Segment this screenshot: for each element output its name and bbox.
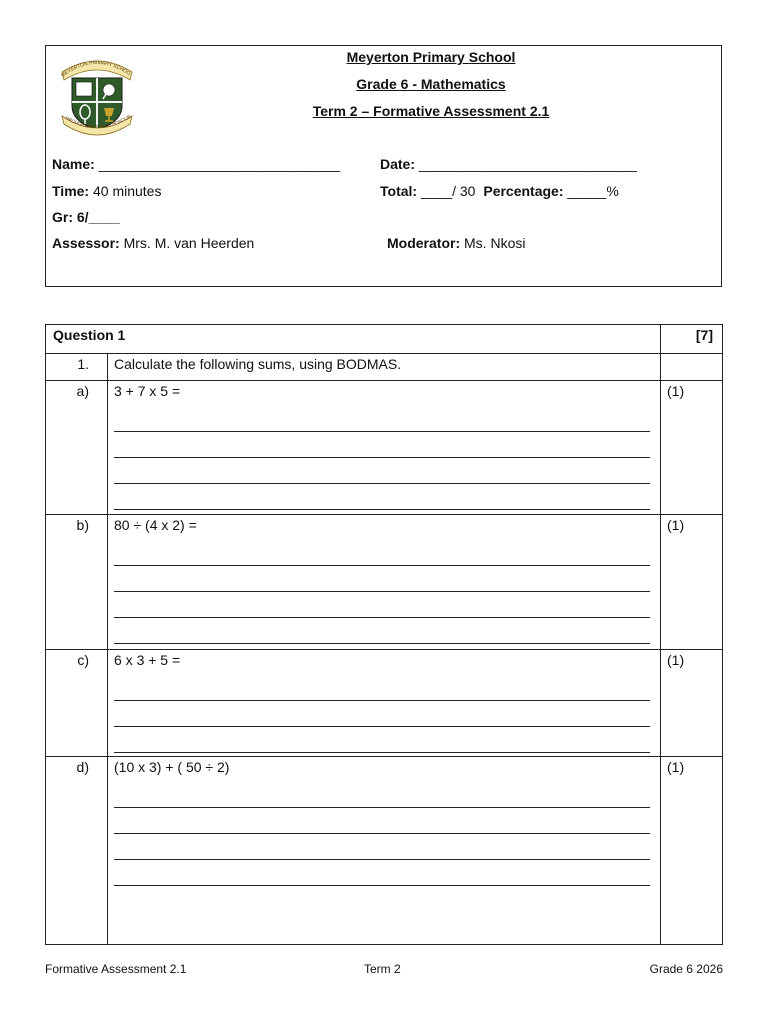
assessor-label: Assessor:	[52, 235, 120, 251]
date-label: Date:	[380, 156, 416, 172]
item-text: 3 + 7 x 5 =	[114, 383, 181, 399]
answer-line[interactable]	[114, 592, 650, 618]
item-text: (10 x 3) + ( 50 ÷ 2)	[114, 759, 230, 775]
name-label: Name:	[52, 156, 95, 172]
question-number: 1.	[46, 354, 108, 381]
table-row	[46, 650, 723, 757]
item-label: b)	[46, 515, 108, 650]
item-marks: (1)	[661, 650, 723, 757]
item-label: d)	[46, 757, 108, 945]
school-name: Meyerton Primary School	[346, 49, 516, 65]
date-field[interactable]	[380, 156, 637, 172]
percentage-label: Percentage:	[483, 183, 564, 199]
item-label: c)	[46, 650, 108, 757]
answer-line[interactable]	[114, 566, 650, 592]
grade-field[interactable]	[52, 209, 120, 225]
item-text: 6 x 3 + 5 =	[114, 652, 181, 668]
answer-line[interactable]	[114, 618, 650, 644]
moderator-value: Ms. Nkosi	[464, 235, 526, 251]
name-field[interactable]	[52, 156, 340, 172]
question-table	[45, 324, 723, 945]
answer-line[interactable]	[114, 808, 650, 834]
answer-line[interactable]	[114, 834, 650, 860]
instruction-row	[46, 354, 723, 381]
question-header-row	[46, 325, 723, 354]
grade-label: Gr: 6/____	[52, 209, 120, 225]
total-value: ____/ 30	[420, 183, 476, 199]
answer-line[interactable]	[114, 727, 650, 753]
answer-line[interactable]	[114, 675, 650, 701]
total-label: Total:	[380, 183, 418, 199]
question-title: Question 1	[46, 325, 661, 354]
name-blank: _______________________________	[98, 156, 341, 172]
answer-line[interactable]	[114, 540, 650, 566]
question-instruction: Calculate the following sums, using BODMAS.	[108, 354, 661, 381]
assessor-field	[52, 235, 254, 251]
answer-line[interactable]	[114, 484, 650, 510]
item-label: a)	[46, 381, 108, 515]
answer-line[interactable]	[114, 458, 650, 484]
answer-line[interactable]	[114, 782, 650, 808]
assessor-value: Mrs. M. van Heerden	[123, 235, 255, 251]
item-cell	[108, 650, 661, 757]
date-blank: ____________________________	[418, 156, 637, 172]
item-cell	[108, 515, 661, 650]
table-row	[46, 381, 723, 515]
footer-center: Term 2	[364, 962, 401, 976]
percentage-value: _____%	[567, 183, 619, 199]
time-label: Time:	[52, 183, 90, 199]
footer-right: Grade 6 2026	[649, 962, 723, 976]
footer-left: Formative Assessment 2.1	[45, 962, 187, 976]
answer-line[interactable]	[114, 406, 650, 432]
answer-line[interactable]	[114, 432, 650, 458]
header-box	[45, 45, 722, 287]
moderator-field	[387, 235, 525, 251]
svg-text:THROUGH LABOUR TO HONOUR: HROUGH LABOUR TO HONOUR	[64, 113, 132, 130]
instruction-marks	[661, 354, 723, 381]
table-row	[46, 515, 723, 650]
subject-title: Grade 6 - Mathematics	[356, 76, 506, 92]
answer-line[interactable]	[114, 860, 650, 886]
assessment-title: Term 2 – Formative Assessment 2.1	[312, 103, 550, 119]
item-marks: (1)	[661, 515, 723, 650]
question-total: [7]	[661, 325, 723, 354]
table-row	[46, 757, 723, 945]
item-text: 80 ÷ (4 x 2) =	[114, 517, 197, 533]
school-crest-icon	[56, 50, 138, 136]
total-field[interactable]	[380, 183, 619, 199]
answer-line[interactable]	[114, 701, 650, 727]
item-cell	[108, 757, 661, 945]
moderator-label: Moderator:	[387, 235, 461, 251]
item-marks: (1)	[661, 381, 723, 515]
svg-text:MEYERTON PRIMARY SCHOOL: MEYERTON PRIMARY SCHOO	[60, 59, 132, 79]
time-field	[52, 183, 161, 199]
item-marks: (1)	[661, 757, 723, 945]
time-value: 40 minutes	[92, 183, 162, 199]
item-cell	[108, 381, 661, 515]
